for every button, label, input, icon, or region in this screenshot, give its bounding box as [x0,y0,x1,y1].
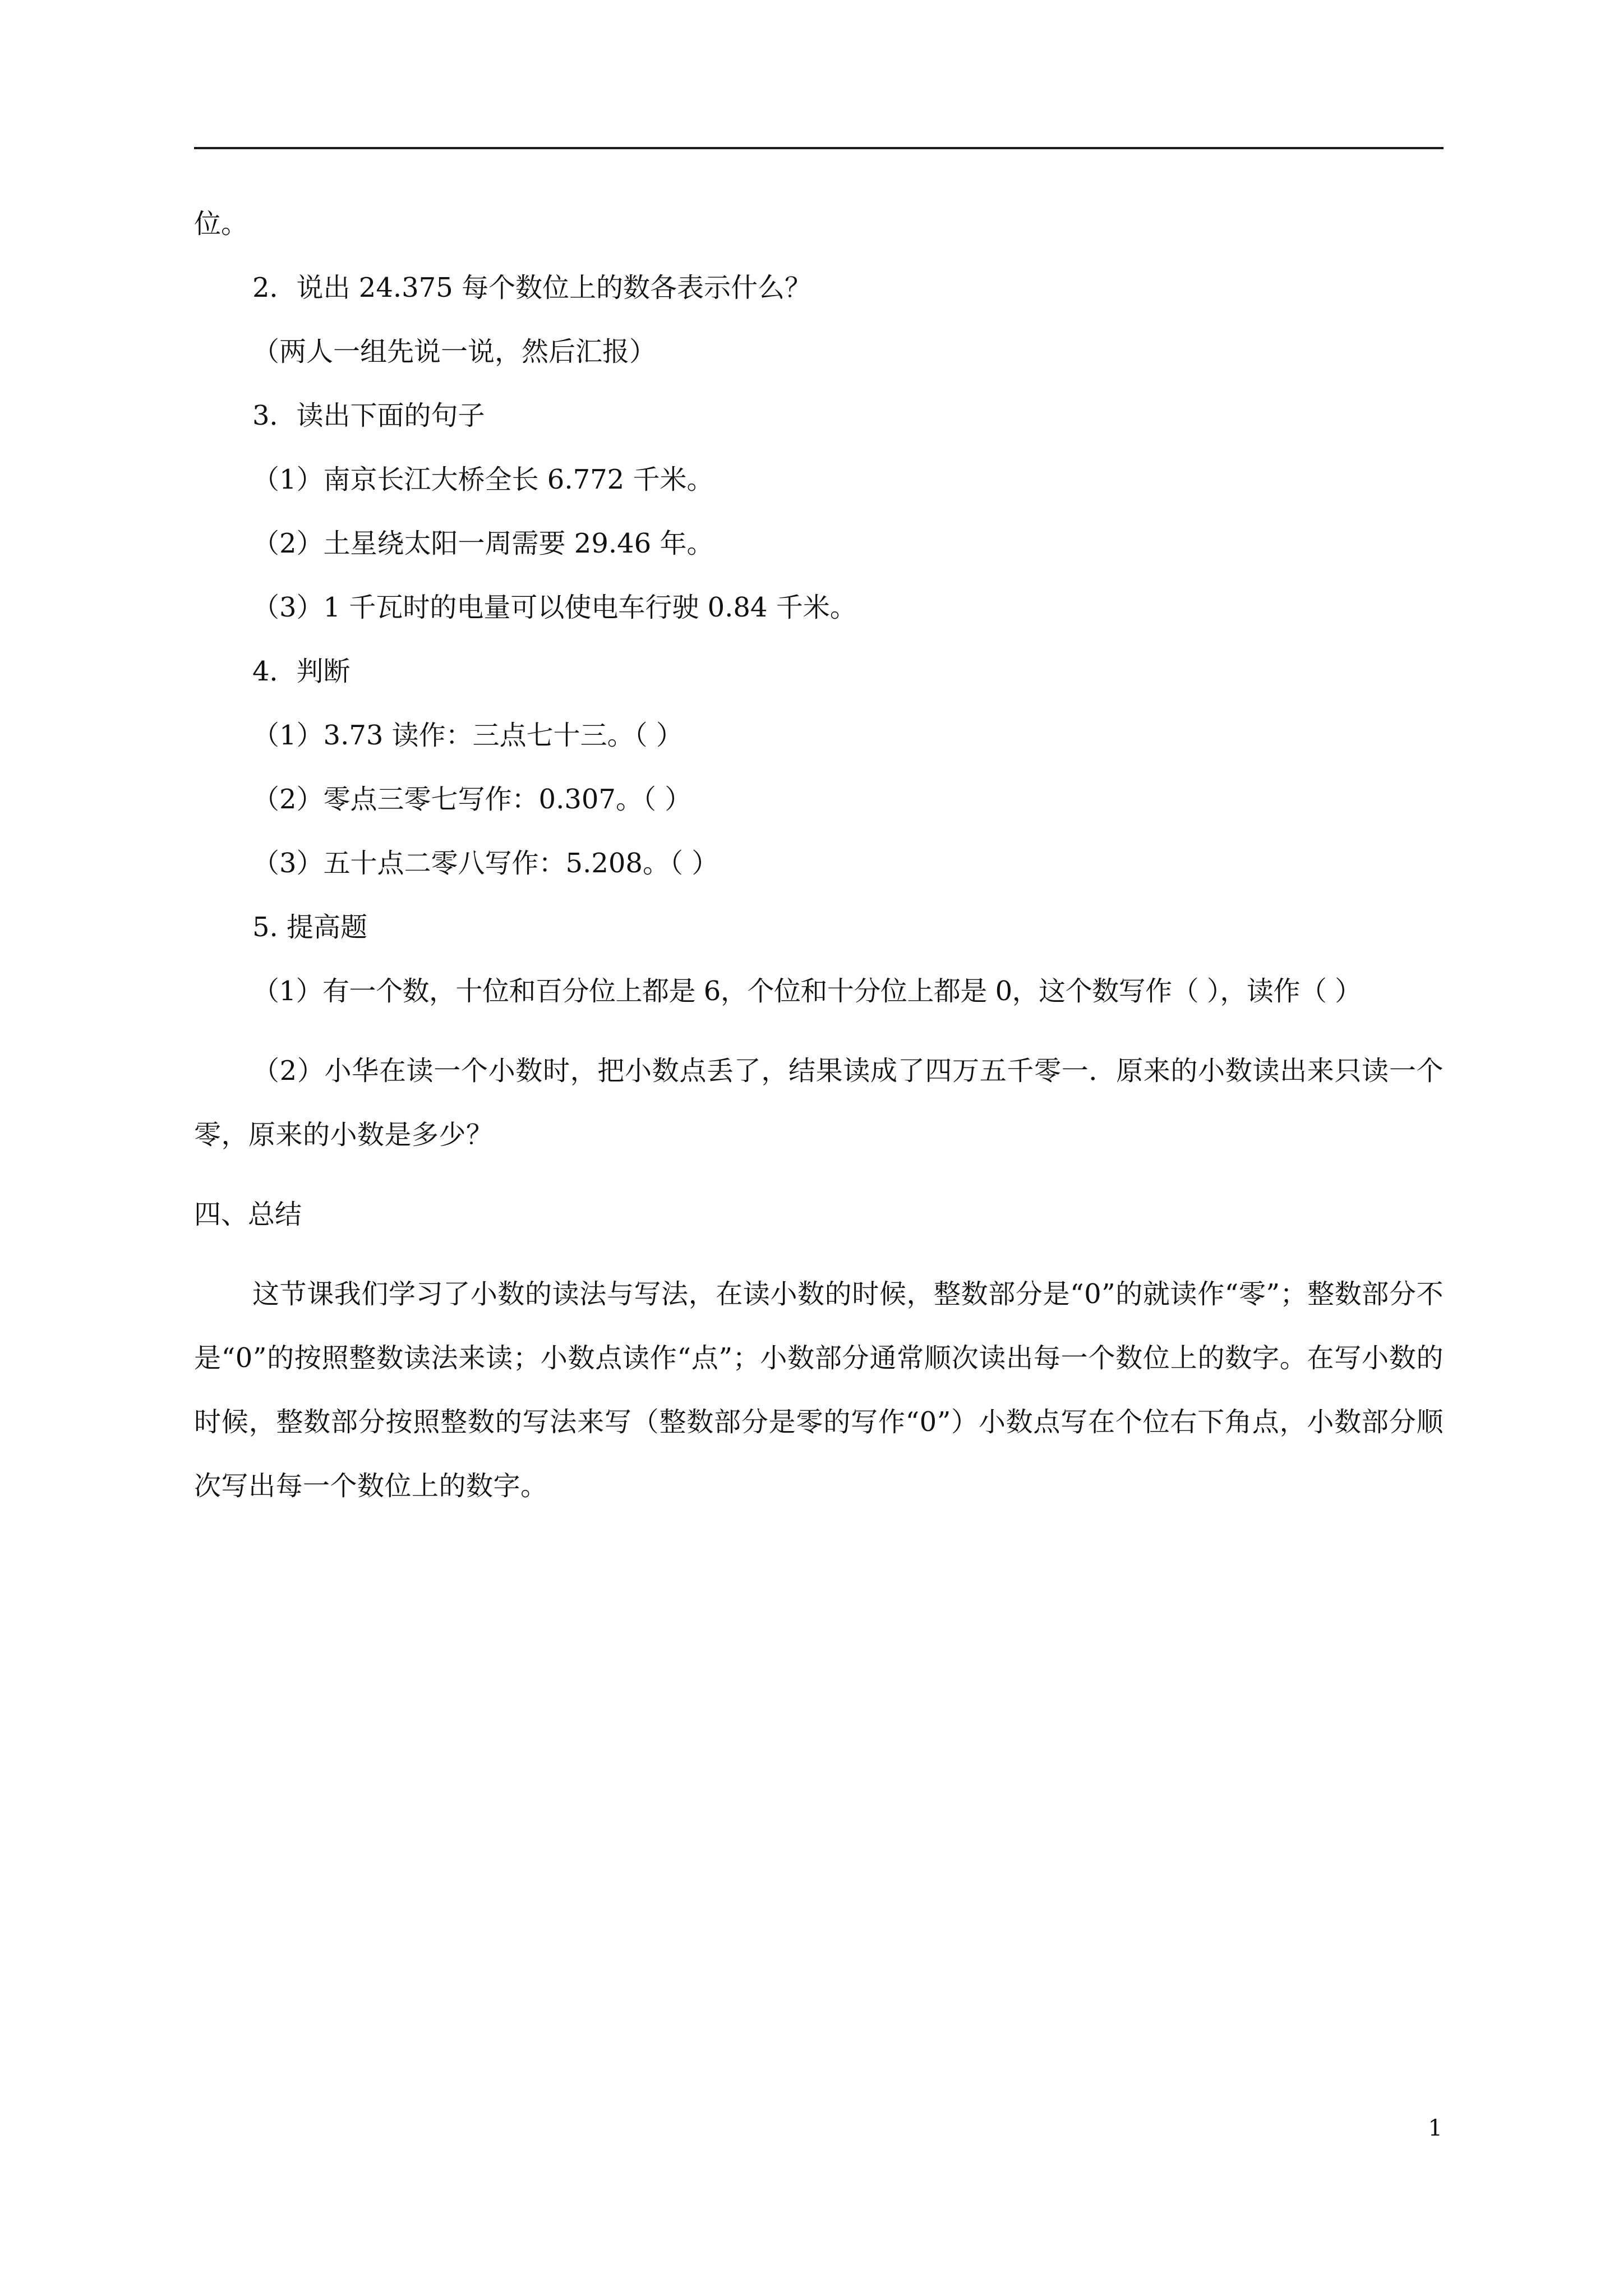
question-2: 2．说出 24.375 每个数位上的数各表示什么？ [252,272,812,303]
question-4-item-2: （2）零点三零七写作：0.307。（ ） [252,784,692,815]
section-heading-summary: 四、总结 [194,1199,302,1230]
instruction-text: （两人一组先说一说，然后汇报） [252,336,657,367]
question-5-item-2: （2）小华在读一个小数时，把小数点丢了，结果读成了四万五千零一．原来的小数读出来只读一个零，原来的小数是多少？ [194,1055,1444,1151]
question-3-item-2: （2）土星绕太阳一周需要 29.46 年。 [252,528,714,559]
question-4-item-3: （3）五十点二零八写作：5.208。（ ） [252,848,719,879]
question-3-item-1: （1）南京长江大桥全长 6.772 千米。 [252,464,714,495]
question-5-heading: 5. 提高题 [252,912,368,943]
question-4-item-1: （1）3.73 读作：三点七十三。（ ） [252,720,683,751]
page-number: 1 [1428,2115,1442,2141]
question-3-item-3: （3）1 千瓦时的电量可以使电车行驶 0.84 千米。 [252,592,857,623]
question-3-heading: 3．读出下面的句子 [252,400,485,431]
document-body [194,208,1444,1549]
header-rule [194,147,1444,149]
question-4-heading: 4．判断 [252,656,351,687]
text-line: 位。 [194,208,248,240]
question-5-item-1: （1）有一个数，十位和百分位上都是 6，个位和十分位上都是 0，这个数写作（ ），读作（ ） [252,976,1362,1007]
summary-paragraph: 这节课我们学习了小数的读法与写法，在读小数的时候，整数部分是“0”的就读作“零”；整数部分不是“0”的按照整数读法来读；小数点读作“点”；小数部分通常顺次读出每一个数位上的数字。在写小数的时候，整数部分按照整数的写法来写（整数部分是零的写作“0”）小数点写在个位右下角点，小数部分顺次写出每一个数位上的数字。 [194,1278,1444,1502]
